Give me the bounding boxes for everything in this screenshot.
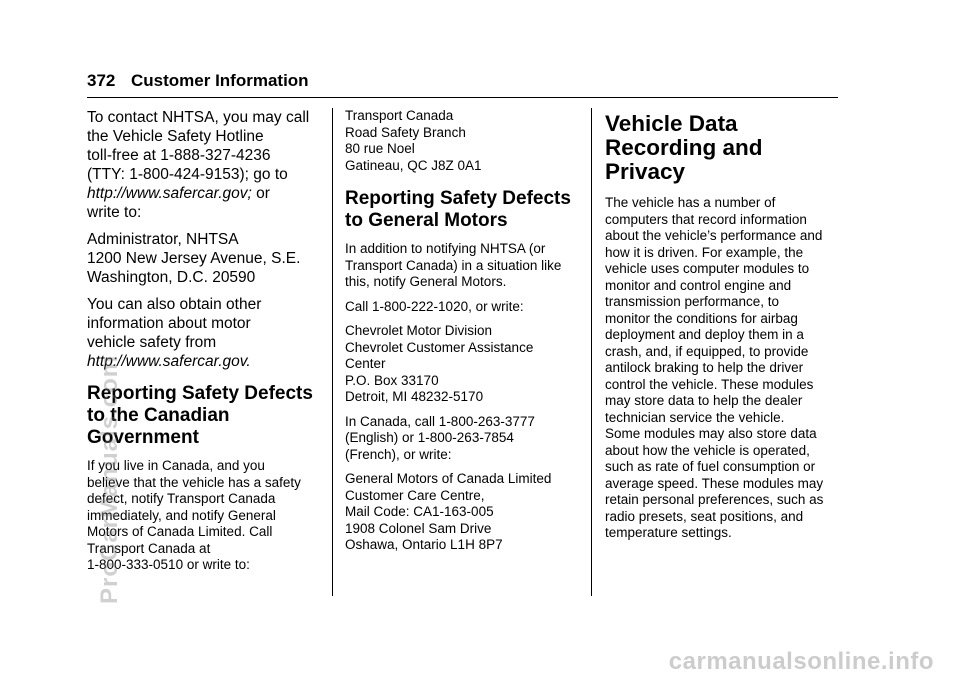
text-line: average speed. These modules may [605, 475, 824, 491]
address-line: Detroit, MI 48232-5170 [345, 389, 484, 404]
text-line: monitor the conditions for airbag [605, 310, 798, 326]
text-line: this, notify General Motors. [345, 274, 507, 289]
text-line: such as rate of fuel consumption or [605, 459, 816, 474]
text-line: toll-free at 1-888-327-4236 [87, 147, 271, 164]
nhtsa-contact-paragraph [87, 108, 327, 222]
text-line: control the vehicle. These modules [605, 376, 814, 392]
text-line: transmission performance, to [605, 294, 780, 309]
address-line: Chevrolet Customer Assistance [345, 339, 534, 355]
text-line: deployment and deploy them in a [605, 327, 804, 342]
address-line: General Motors of Canada Limited [345, 471, 552, 486]
address-line: Customer Care Centre, [345, 487, 485, 503]
heading-line: Reporting Safety Defects [345, 188, 571, 209]
canada-call-paragraph [345, 414, 580, 464]
address-line: Mail Code: CA1-163-005 [345, 504, 494, 519]
column-divider-2 [591, 108, 592, 596]
gm-call-paragraph [345, 299, 580, 316]
heading-line: Privacy [605, 159, 686, 184]
text-line: about the vehicle’s performance and [605, 228, 823, 243]
text-line: Call 1-800-222-1020, or write: [345, 298, 524, 314]
heading-general-motors [345, 188, 580, 232]
text-line: about how the vehicle is operated, [605, 442, 810, 458]
chevrolet-address [345, 323, 580, 406]
bottom-watermark: carmanualsonline.info [668, 648, 934, 675]
safercar-link[interactable]: http://www.safercar.gov. [87, 353, 251, 370]
page-number: 372 [87, 71, 116, 90]
text-line: (TTY: 1-800-424-9153); go to [87, 166, 288, 183]
text-line: The vehicle has a number of [605, 195, 776, 210]
column-divider-1 [332, 108, 333, 596]
address-line: Center [345, 356, 386, 371]
address-line: Transport Canada [345, 108, 454, 123]
text-line: computers that record information [605, 211, 807, 227]
address-line: Oshawa, Ontario L1H 8P7 [345, 537, 503, 552]
gm-notify-paragraph [345, 241, 580, 291]
text-line: Motors of Canada Limited. Call [87, 524, 273, 539]
address-line: 1200 New Jersey Avenue, S.E. [87, 250, 301, 267]
text-line: monitor and control engine and [605, 277, 792, 293]
text-line: technician service the vehicle. [605, 409, 785, 425]
text-line: defect, notify Transport Canada [87, 491, 276, 506]
text-line: vehicle safety from [87, 334, 217, 351]
header-divider [87, 97, 838, 98]
heading-line: Recording and [605, 135, 763, 160]
text-line: If you live in Canada, and you [87, 458, 265, 473]
address-line: Gatineau, QC J8Z 0A1 [345, 157, 482, 173]
transport-canada-address [345, 108, 580, 174]
side-watermark: ProCarManuals.com [96, 354, 123, 604]
text-line: (French), or write: [345, 446, 452, 462]
text-line: information about motor [87, 315, 251, 332]
text-line: retain personal preferences, such as [605, 492, 824, 507]
text-line: In addition to notifying NHTSA (or [345, 241, 546, 256]
column-2 [345, 108, 580, 562]
text-line: (English) or 1-800-263-7854 [345, 430, 514, 445]
address-line: 1908 Colonel Sam Drive [345, 520, 492, 536]
address-line: P.O. Box 33170 [345, 372, 439, 388]
address-line: 80 rue Noel [345, 141, 415, 156]
vehicle-data-paragraph [605, 195, 845, 542]
heading-line: to the Canadian [87, 405, 230, 426]
text-line: immediately, and notify General [87, 507, 276, 523]
heading-line: Reporting Safety Defects [87, 383, 313, 404]
text-line: antilock braking to help the driver [605, 360, 804, 375]
nhtsa-address [87, 230, 327, 287]
text-line: In Canada, call 1-800-263-3777 [345, 413, 535, 429]
text-line: may store data to help the dealer [605, 393, 803, 408]
text-line: To contact NHTSA, you may call [87, 109, 310, 126]
text-line: write to: [87, 204, 142, 221]
text-line: how it is driven. For example, the [605, 244, 804, 260]
text-line: 1-800-333-0510 or write to: [87, 557, 250, 572]
column-3 [605, 108, 845, 550]
text-line: temperature settings. [605, 525, 732, 540]
text-line: Transport Canada) in a situation like [345, 257, 562, 273]
text-line: believe that the vehicle has a safety [87, 474, 301, 490]
gm-canada-address [345, 471, 580, 554]
address-line: Washington, D.C. 20590 [87, 269, 256, 286]
text-fragment: or [251, 185, 270, 202]
text-line: Transport Canada at [87, 540, 211, 556]
heading-vehicle-data-privacy [605, 112, 845, 184]
heading-line: to General Motors [345, 210, 508, 231]
safercar-link[interactable]: http://www.safercar.gov; [87, 185, 252, 202]
address-line: Chevrolet Motor Division [345, 323, 493, 338]
heading-line: Vehicle Data [605, 111, 738, 136]
text-line: You can also obtain other [87, 296, 262, 313]
heading-line: Government [87, 427, 199, 448]
section-title: Customer Information [131, 71, 309, 90]
text-line: vehicle uses computer modules to [605, 261, 810, 276]
address-line: Administrator, NHTSA [87, 231, 239, 248]
text-line: Some modules may also store data [605, 426, 817, 441]
text-line: the Vehicle Safety Hotline [87, 128, 264, 145]
text-line: crash, and, if equipped, to provide [605, 343, 809, 359]
address-line: Road Safety Branch [345, 124, 466, 140]
page-header [87, 71, 838, 97]
text-line: radio presets, seat positions, and [605, 508, 804, 524]
